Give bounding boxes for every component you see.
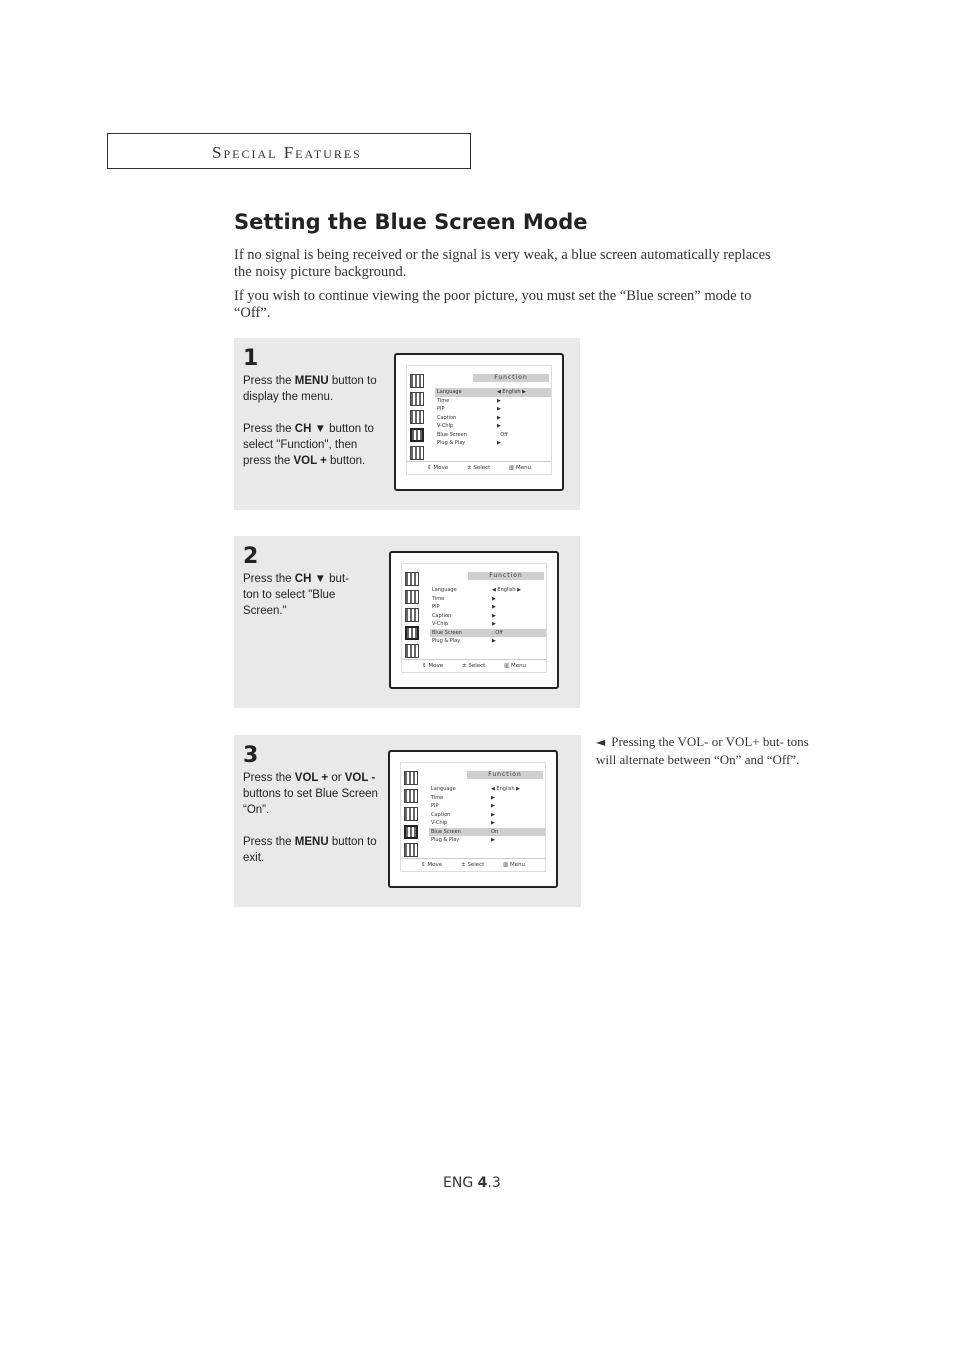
step-text: button to select "Function", then press the — [243, 423, 374, 467]
arrow-right-icon: ▶ — [492, 612, 496, 619]
menu-hint: ▥ Menu — [509, 465, 532, 471]
osd-header: Function — [467, 771, 543, 779]
picture-menu-icon — [405, 572, 419, 586]
arrow-right-icon: ▶ — [491, 837, 495, 843]
osd-item-label: PIP — [431, 803, 439, 809]
osd-item-label: Caption — [431, 811, 451, 818]
osd-item-language — [435, 388, 551, 397]
osd-item-blue-screen — [435, 431, 551, 440]
step-3-panel — [234, 735, 581, 907]
arrow-right-icon: ▶ — [491, 811, 495, 818]
osd-item-label: V-Chip — [432, 621, 449, 627]
sound-menu-icon — [410, 392, 424, 406]
step-text: but- ton to select "Blue Screen." — [243, 573, 349, 617]
arrow-right-icon: ▶ — [491, 820, 495, 826]
page-chapter: 4 — [477, 1175, 488, 1191]
osd-item-label: V-Chip — [431, 820, 448, 826]
osd-item-label: Caption — [432, 612, 452, 619]
select-hint: ± Select — [467, 465, 491, 471]
osd-item-vchip — [429, 819, 545, 828]
osd-item-label: Plug & Play — [432, 638, 461, 644]
osd-item-label: Blue Screen — [431, 828, 461, 835]
arrow-right-icon: ▶ — [492, 621, 496, 627]
step-text: or — [328, 772, 345, 784]
channel-menu-icon — [404, 807, 418, 821]
section-header-box — [107, 133, 471, 169]
step-text: Press the — [243, 423, 295, 435]
step-text: Press the — [243, 836, 295, 848]
osd-item-value: ◀ English ▶ — [491, 786, 520, 792]
sound-menu-icon — [404, 789, 418, 803]
menu-icon-column — [410, 374, 428, 464]
arrow-right-icon: ▶ — [497, 423, 501, 429]
menu-icon-column — [404, 771, 422, 861]
pc-menu-icon — [404, 843, 418, 857]
osd-item-plug-play — [430, 637, 546, 646]
button-name: MENU — [294, 375, 329, 387]
arrow-right-icon: ▶ — [491, 803, 495, 809]
osd-item-language — [430, 586, 546, 595]
osd-menu-list — [429, 785, 545, 845]
side-note — [596, 733, 822, 769]
osd-item-label: PIP — [437, 406, 445, 412]
move-hint: ⇕ Move — [427, 465, 449, 471]
osd-item-vchip — [430, 620, 546, 629]
osd-item-value: ◀ English ▶ — [497, 389, 526, 395]
osd-menu-list — [430, 586, 546, 646]
osd-item-label: V-Chip — [437, 423, 454, 429]
osd-item-vchip — [435, 422, 551, 431]
osd-item-blue-screen — [430, 629, 546, 638]
osd-item-label: Plug & Play — [437, 440, 466, 446]
osd-item-label: PIP — [432, 604, 440, 610]
select-hint: ± Select — [461, 862, 485, 868]
osd-item-pip — [429, 802, 545, 811]
step-text: Press the — [243, 375, 295, 387]
osd-item-caption — [435, 414, 551, 423]
osd-item-plug-play — [429, 836, 545, 845]
osd-item-pip — [430, 603, 546, 612]
step-3-instructions — [243, 770, 383, 866]
step-number: 1 — [243, 346, 259, 371]
osd-item-time — [435, 397, 551, 406]
arrow-right-icon: ▶ — [492, 638, 496, 644]
step-2-panel — [234, 536, 580, 708]
arrow-right-icon: ▶ — [497, 414, 501, 421]
menu-hint: ▥ Menu — [504, 663, 527, 669]
arrow-right-icon: ▶ — [497, 440, 501, 446]
arrow-right-icon: ▶ — [492, 595, 496, 602]
move-hint: ⇕ Move — [421, 862, 443, 868]
osd-footer — [401, 858, 545, 871]
step-text: button. — [326, 455, 366, 467]
osd-item-label: Time — [432, 595, 445, 602]
arrow-right-icon: ▶ — [492, 604, 496, 610]
tv-screen — [389, 551, 559, 689]
step-number: 3 — [243, 743, 259, 768]
osd-item-value: : Off — [492, 629, 503, 636]
channel-menu-icon — [405, 608, 419, 622]
osd-menu — [401, 563, 547, 673]
picture-menu-icon — [404, 771, 418, 785]
tv-screen — [388, 750, 558, 888]
osd-item-label: Blue Screen — [437, 431, 467, 438]
osd-footer — [402, 659, 546, 672]
button-name: CH ▼ — [294, 423, 326, 435]
osd-item-time — [429, 794, 545, 803]
button-name: VOL + — [294, 772, 329, 784]
osd-item-language — [429, 785, 545, 794]
step-text: button to display the menu. — [243, 375, 377, 403]
pc-menu-icon — [405, 644, 419, 658]
menu-icon-column — [405, 572, 423, 662]
step-text: buttons to set Blue Screen “On”. — [243, 788, 378, 816]
arrow-right-icon: ▶ — [497, 397, 501, 404]
page-title: Setting the Blue Screen Mode — [234, 210, 588, 234]
intro-paragraph-2: If you wish to continue viewing the poor picture, you must set the “Blue screen” mode to “Off”. — [234, 288, 752, 321]
osd-item-caption — [429, 811, 545, 820]
osd-menu-list — [435, 388, 551, 448]
osd-item-time — [430, 595, 546, 604]
page-sub-number: .3 — [487, 1175, 501, 1191]
function-menu-icon — [410, 428, 424, 442]
osd-menu — [406, 365, 552, 475]
page-number — [443, 1175, 501, 1191]
channel-menu-icon — [410, 410, 424, 424]
osd-item-plug-play — [435, 439, 551, 448]
note-text: Pressing the VOL- or VOL+ but- tons will alternate between “On” and “Off”. — [596, 734, 809, 767]
osd-menu — [400, 762, 546, 872]
osd-item-label: Plug & Play — [431, 837, 460, 843]
page-prefix: ENG — [443, 1175, 478, 1191]
osd-item-label: Blue Screen — [432, 629, 462, 636]
osd-item-label: Language — [432, 587, 457, 593]
pc-menu-icon — [410, 446, 424, 460]
button-name: VOL - — [344, 772, 376, 784]
picture-menu-icon — [410, 374, 424, 388]
button-name: MENU — [294, 836, 329, 848]
function-menu-icon — [405, 626, 419, 640]
step-text: button to exit. — [243, 836, 377, 864]
osd-item-caption — [430, 612, 546, 621]
osd-header: Function — [468, 572, 544, 580]
select-hint: ± Select — [462, 663, 486, 669]
tv-screen — [394, 353, 564, 491]
osd-item-label: Time — [431, 794, 444, 801]
step-text: Press the — [243, 772, 295, 784]
osd-item-pip — [435, 405, 551, 414]
osd-item-value: : Off — [497, 431, 508, 438]
function-menu-icon — [404, 825, 418, 839]
button-name: CH ▼ — [294, 573, 326, 585]
osd-item-value: On — [491, 828, 499, 835]
button-name: VOL + — [293, 455, 327, 467]
arrow-right-icon: ▶ — [491, 794, 495, 801]
step-text: Press the — [243, 573, 295, 585]
osd-item-label: Time — [437, 397, 450, 404]
step-number: 2 — [243, 544, 259, 569]
osd-item-label: Language — [437, 389, 462, 395]
osd-item-blue-screen — [429, 828, 545, 837]
intro-paragraph-1: If no signal is being received or the signal is very weak, a blue screen automatically replaces the noisy picture background. — [234, 247, 771, 280]
step-2-instructions — [243, 571, 355, 619]
osd-item-label: Caption — [437, 414, 457, 421]
arrow-right-icon: ▶ — [497, 406, 501, 412]
menu-hint: ▥ Menu — [503, 862, 526, 868]
note-pointer-icon: ◄ — [596, 735, 606, 749]
osd-footer — [407, 461, 551, 474]
osd-item-value: ◀ English ▶ — [492, 587, 521, 593]
osd-header: Function — [473, 374, 549, 382]
step-1-instructions — [243, 373, 383, 469]
section-title: Special Features — [212, 143, 362, 162]
sound-menu-icon — [405, 590, 419, 604]
step-1-panel — [234, 338, 580, 510]
osd-item-label: Language — [431, 786, 456, 792]
move-hint: ⇕ Move — [422, 663, 444, 669]
